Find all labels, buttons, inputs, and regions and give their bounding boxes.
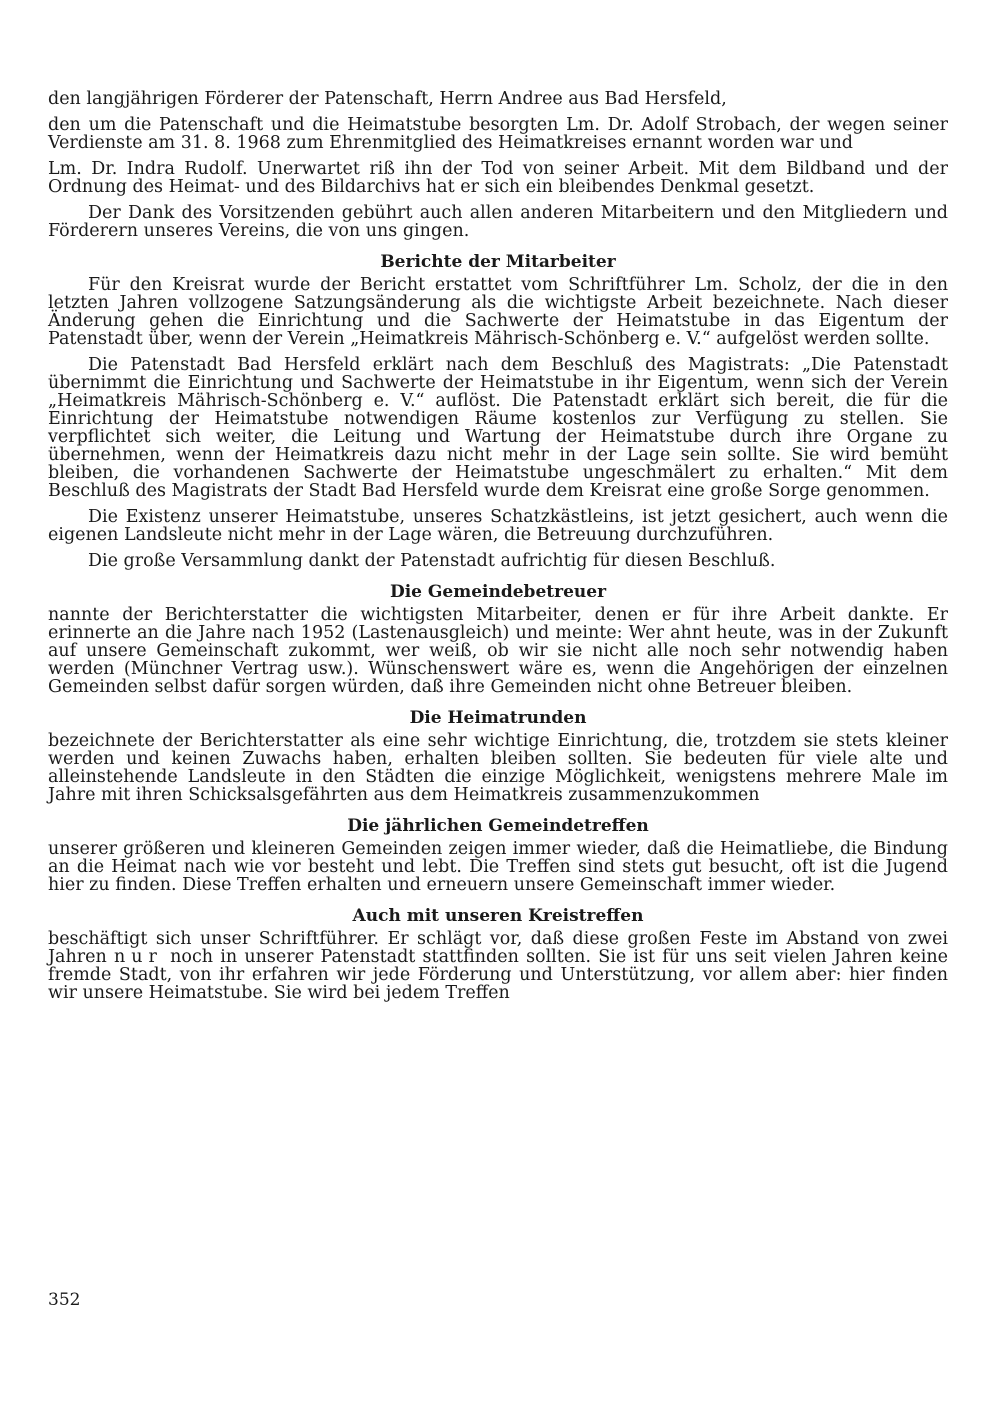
heading-heimatrunden: Die Heimatrunden	[409, 708, 587, 728]
paragraph-dank: Der Dank des Vorsitzenden gebührt auch allen anderen Mitarbeitern und den Mitgliedern und Förderern unseres Vereins, die von uns gingen.	[48, 203, 948, 241]
paragraph-andree: den langjährigen Förderer der Patenschaft, Herrn Andree aus Bad Hersfeld,	[48, 89, 727, 109]
emphasis-nur: nur	[113, 947, 163, 967]
paragraph-versammlung: Die große Versammlung dankt der Patenstadt aufrichtig für diesen Beschluß.	[88, 551, 776, 571]
paragraph-gemeindebetreuer: nannte der Berichterstatter die wichtigsten Mitarbeiter, denen er für ihre Arbeit dankte. Er erinnerte an die Jahre nach 1952 (Lastenausgleich) und meinte: Wer ahnt heute, was in der Zukunft auf unsere Gemeinschaft zukommt, wer weiß, ob wir sie nicht alle noch sehr notwendig haben werden (Münchner Vertrag usw.). Wünschenswert wäre es, wenn die Angehörigen der einzelnen Gemeinden selbst dafür sorgen würden, daß ihre Gemeinden nicht ohne Betreuer bleiben.	[48, 605, 948, 697]
document-page	[48, 90, 948, 1010]
text-segment: beschäftigt sich unser Schriftführer. Er schlägt vor, daß diese großen Feste im Abstand von zwei Jahren	[48, 929, 948, 967]
heading-gemeindetreffen: Die jährlichen Gemeindetreffen	[347, 816, 649, 836]
paragraph-strobach: den um die Patenschaft und die Heimatstube besorgten Lm. Dr. Adolf Strobach, der wegen seiner Verdienste am 31. 8. 1968 zum Ehrenmitglied des Heimatkreises ernannt worden war und	[48, 115, 948, 153]
paragraph-indra: Lm. Dr. Indra Rudolf. Unerwartet riß ihn der Tod von seiner Arbeit. Mit dem Bildband und der Ordnung des Heimat- und des Bildarchivs hat er sich ein bleibendes Denkmal gesetzt.	[48, 159, 948, 197]
heading-gemeindebetreuer: Die Gemeindebetreuer	[389, 582, 607, 602]
paragraph-kreisrat: Für den Kreisrat wurde der Bericht erstattet vom Schriftführer Lm. Scholz, der die in den letzten Jahren vollzogene Satzungsänderung als die wichtigste Arbeit bezeichnete. Nach dieser Änderung gehen die Einrichtung und die Sachwerte der Heimatstube in das Eigentum der Patenstadt über, wenn der Verein „Heimatkreis Mährisch-Schönberg e. V.“ aufgelöst werden sollte.	[48, 275, 948, 349]
paragraph-patenstadt: Die Patenstadt Bad Hersfeld erklärt nach dem Beschluß des Magistrats: „Die Patenstadt übernimmt die Einrichtung und Sachwerte der Heimatstube in ihr Eigentum, wenn sich der Verein „Heimatkreis Mährisch-Schönberg e. V.“ auflöst. Die Patenstadt erklärt sich bereit, die für die Einrichtung der Heimatstube notwendigen Räume kostenlos zur Verfügung zu stellen. Sie verpflichtet sich weiter, die Leitung und Wartung der Heimatstube durch ihre Organe zu übernehmen, wenn der Heimatkreis dazu nicht mehr in der Lage sein sollte. Sie wird bemüht bleiben, die vorhandenen Sachwerte der Heimatstube ungeschmälert zu erhalten.“ Mit dem Beschluß des Magistrats der Stadt Bad Hersfeld wurde dem Kreisrat eine große Sorge genommen.	[48, 355, 948, 501]
heading-kreistreffen: Auch mit unseren Kreistreffen	[352, 906, 644, 926]
paragraph-kreistreffen	[48, 930, 948, 1002]
paragraph-existenz: Die Existenz unserer Heimatstube, unseres Schatzkästleins, ist jetzt gesichert, auch wenn die eigenen Landsleute nicht mehr in der Lage wären, die Betreuung durchzuführen.	[48, 507, 948, 545]
page-number: 352	[48, 1290, 81, 1310]
paragraph-gemeindetreffen: unserer größeren und kleineren Gemeinden zeigen immer wieder, daß die Heimatliebe, die Bindung an die Heimat nach wie vor besteht und lebt. Die Treffen sind stets gut besucht, oft ist die Jugend hier zu finden. Diese Treffen erhalten und erneuern unsere Gemeinschaft immer wieder.	[48, 839, 948, 895]
text-segment: noch in unserer Patenstadt stattfinden sollten. Sie ist für uns seit vielen Jahren keine fremde Stadt, von ihr erfahren wir jede Förderung und Unterstützung, vor allem aber: hier finden wir unsere Heimatstube. Sie wird bei jedem Treffen	[48, 947, 948, 1003]
heading-berichte: Berichte der Mitarbeiter	[380, 252, 616, 272]
paragraph-heimatrunden: bezeichnete der Berichterstatter als eine sehr wichtige Einrichtung, die, trotzdem sie stets kleiner werden und keinen Zuwachs haben, erhalten bleiben sollten. Sie bedeuten für viele alte und alleinstehende Landsleute in den Städten die einzige Möglichkeit, wenigstens mehrere Male im Jahre mit ihren Schicksalsgefährten aus dem Heimatkreis zusammenzukommen	[48, 731, 948, 805]
